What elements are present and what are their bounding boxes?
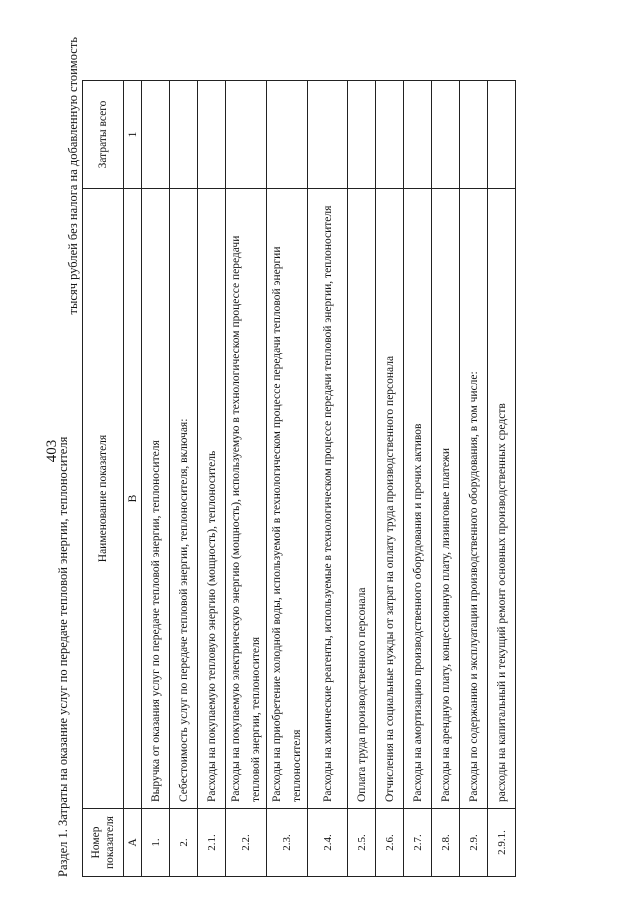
table-row [460, 81, 488, 877]
table-row [376, 81, 404, 877]
row-number: 2.1. [198, 809, 226, 877]
row-name: Расходы на покупаемую электрическую энергию (мощность), используемую в технологическом процессе передачи тепловой энергии, теплоносителя [226, 189, 267, 809]
row-total [226, 81, 267, 189]
table-row [432, 81, 460, 877]
letter-name: В [124, 189, 142, 809]
table-row [488, 81, 516, 877]
row-total [432, 81, 460, 189]
row-total [488, 81, 516, 189]
table-row [308, 81, 348, 877]
row-total [142, 81, 170, 189]
table-row [404, 81, 432, 877]
row-name: Расходы на амортизацию производственного оборудования и прочих активов [404, 189, 432, 809]
header-name: Наименование показателя [83, 189, 124, 809]
costs-table [82, 80, 516, 877]
row-total [198, 81, 226, 189]
row-name: Себестоимость услуг по передаче тепловой энергии, теплоносителя, включая: [170, 189, 198, 809]
row-number: 2.7. [404, 809, 432, 877]
table-row [348, 81, 376, 877]
row-name: Расходы на арендную плату, концессионную плату, лизинговые платежи [432, 189, 460, 809]
row-name: Расходы по содержанию и эксплуатации производственного оборудования, в том числе: [460, 189, 488, 809]
row-name: расходы на капитальный и текущий ремонт основных производственных средств [488, 189, 516, 809]
row-total [376, 81, 404, 189]
row-name: Расходы на покупаемую тепловую энергию (мощность), теплоноситель [198, 189, 226, 809]
page-number: 403 [44, 439, 60, 463]
row-number: 2.8. [432, 809, 460, 877]
section-title: Раздел 1. Затраты на оказание услуг по передаче тепловой энергии, теплоносителя [56, 436, 70, 877]
table-row [226, 81, 267, 877]
row-number: 2.6. [376, 809, 404, 877]
row-name: Выручка от оказания услуг по передаче тепловой энергии, теплоносителя [142, 189, 170, 809]
table-row [170, 81, 198, 877]
row-name: Отчисления на социальные нужды от затрат на оплату труда производственного персонала [376, 189, 404, 809]
row-number: 2.3. [267, 809, 308, 877]
row-number: 2. [170, 809, 198, 877]
row-name: Расходы на приобретение холодной воды, используемой в технологическом процессе передачи тепловой энергии теплоносителя [267, 189, 308, 809]
row-number: 2.4. [308, 809, 348, 877]
row-number: 2.2. [226, 809, 267, 877]
row-total [404, 81, 432, 189]
table-row [198, 81, 226, 877]
letter-number: А [124, 809, 142, 877]
row-total [348, 81, 376, 189]
row-number: 2.9. [460, 809, 488, 877]
row-total [170, 81, 198, 189]
document-body [55, 27, 585, 877]
row-name: Расходы на химические реагенты, используемые в технологическом процессе передачи тепловой энергии, теплоносителя [308, 189, 348, 809]
row-total [267, 81, 308, 189]
header-total: Затраты всего [83, 81, 124, 189]
table-header-row [83, 81, 124, 877]
header-number: Номер показателя [83, 809, 124, 877]
row-name: Оплата труда производственного персонала [348, 189, 376, 809]
row-number: 2.9.1. [488, 809, 516, 877]
table-row [142, 81, 170, 877]
row-total [460, 81, 488, 189]
table-row [267, 81, 308, 877]
row-number: 1. [142, 809, 170, 877]
row-number: 2.5. [348, 809, 376, 877]
table-letter-row [124, 81, 142, 877]
units-note: тысяч рублей без налога на добавленную стоимость [66, 37, 80, 315]
letter-total: 1 [124, 81, 142, 189]
row-total [308, 81, 348, 189]
